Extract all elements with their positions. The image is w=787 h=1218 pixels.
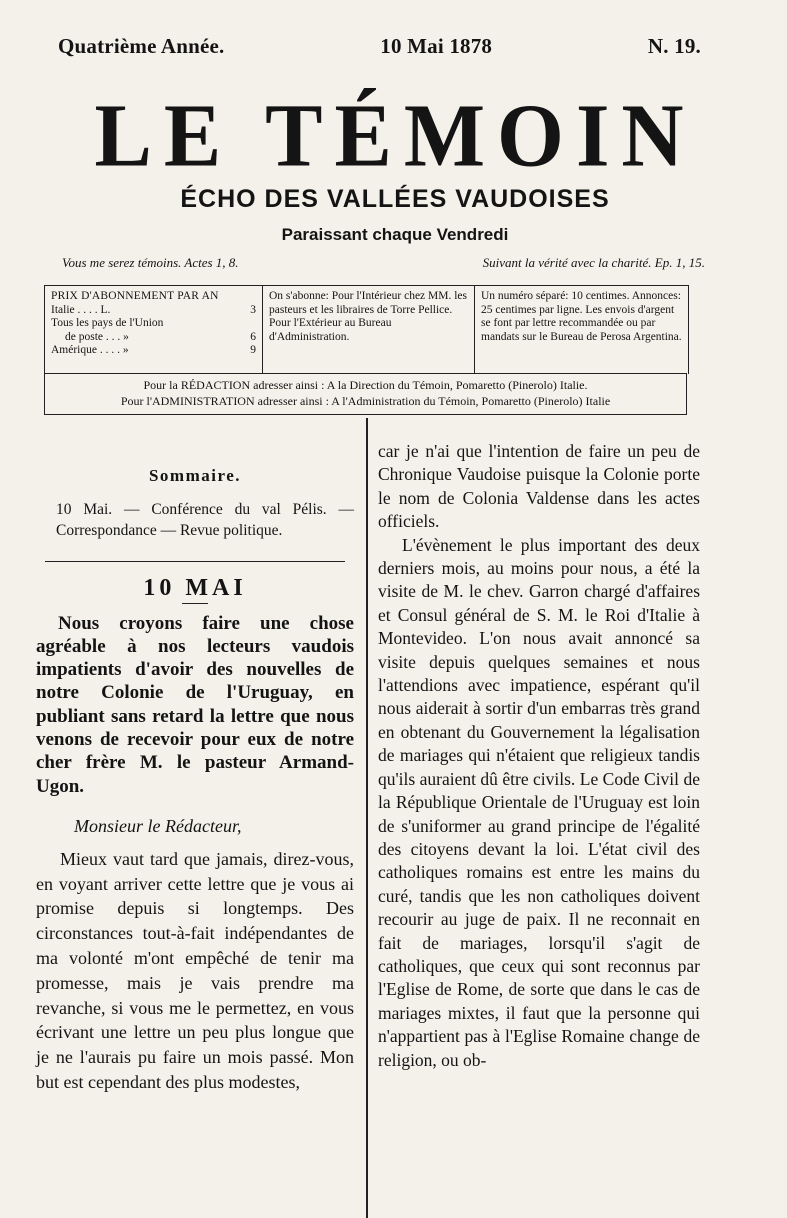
address-box xyxy=(44,373,687,415)
price-label: de poste . . . » xyxy=(65,330,129,343)
motto-left: Vous me serez témoins. Actes 1, 8. xyxy=(62,255,239,270)
section-divider xyxy=(45,561,345,562)
motto-right: Suivant la vérité avec la charité. Ep. 1, 15. xyxy=(482,255,705,270)
price-heading: PRIX D'ABONNEMENT PAR AN xyxy=(51,290,219,302)
price-row xyxy=(51,317,256,331)
price-value: 9 xyxy=(250,344,256,356)
mottos xyxy=(62,255,705,271)
year-label: Quatrième Année. xyxy=(58,34,225,58)
newspaper-title: LE TÉMOIN xyxy=(94,84,696,186)
periodicity: Paraissant chaque Vendredi xyxy=(281,225,509,244)
masthead-topline xyxy=(58,34,701,59)
price-label: Amérique . . . . » xyxy=(51,344,129,356)
section-title: 10 MAI xyxy=(143,574,247,601)
column-divider xyxy=(366,418,368,1218)
subscribe-where: On s'abonne: Pour l'Intérieur chez MM. les pasteurs et les libraires de Torre Pellice. Pour l'Extérieur au Bureau d'Administration. xyxy=(263,286,475,374)
ads-info: Un numéro séparé: 10 centimes. Annonces: 25 centimes par ligne. Les envois d'argent se font par lettre recommandée ou par mandats sur le Bureau de Perosa Argentina. xyxy=(481,290,682,343)
letter-salutation: Monsieur le Rédacteur, xyxy=(74,815,242,836)
price-value: 3 xyxy=(250,303,256,316)
price-label: Italie . . . . L. xyxy=(51,303,111,316)
right-column xyxy=(378,440,700,1072)
newspaper-subtitle: ÉCHO DES VALLÉES VAUDOISES xyxy=(180,185,610,213)
price-label: Tous les pays de l'Union xyxy=(51,317,164,329)
price-row xyxy=(51,344,256,358)
price-value: 6 xyxy=(250,330,256,343)
price-row xyxy=(51,304,256,318)
letter-paragraph: car je n'ai que l'intention de faire un peu de Chronique Vaudoise puisque la Colonie porte le nom de Colonia Valdense dans les actes officiels. xyxy=(378,441,700,532)
issue-number: N. 19. xyxy=(647,34,701,58)
sommaire-text: 10 Mai. — Conférence du val Pélis. — Correspondance — Revue politique. xyxy=(56,500,354,539)
administration-address: Pour l'ADMINISTRATION adresser ainsi : A l'Administration du Témoin, Pomaretto (Pinerolo) Italie xyxy=(120,394,611,408)
intro-paragraph: Nous croyons faire une chose agréable à nos lecteurs vaudois impatients d'avoir des nouvelles de notre Colonie de l'Uruguay, en publiant sans retard la lettre que nous venons de recevoir pour eux de notre cher frère M. le pasteur Armand-Ugon. xyxy=(36,612,354,797)
redaction-address: Pour la RÉDACTION adresser ainsi : A la Direction du Témoin, Pomaretto (Pinerolo) Italie. xyxy=(143,378,588,392)
title-underline xyxy=(182,603,208,604)
subscription-box xyxy=(44,285,689,374)
issue-date: 10 Mai 1878 xyxy=(380,34,493,58)
sommaire-heading: Sommaire. xyxy=(148,466,242,485)
letter-paragraph: Mieux vaut tard que jamais, direz-vous, en voyant arriver cette lettre que je vous ai promise depuis si longtemps. Des circonstances tout-à-fait indépendantes de ma volonté m'ont empêché de tenir ma promesse, mais je vais prendre ma revanche, si vous me le permettez, en vous écrivant une lettre un peu plus longue que je ne l'aurais pu faire un mois passé. Mon but est cependant des plus modestes, xyxy=(36,848,354,1092)
letter-paragraph: L'évènement le plus important des deux derniers mois, au moins pour nous, a été la visite de M. le chev. Garron chargé d'affaires et Consul général de S. M. le Roi d'Italie à Montevideo. L'on nous avait annoncé sa visite depuis quelques semaines et nous l'attendions avec impatience, espérant qu'il nous aiderait à sortir d'un embarras très grand en obtenant du Gouvernement la légalisation de mariages qui n'étaient que religieux tandis qu'ils auraient dû être civils. Le Code Civil de la République Orientale de l'Uruguay est loin de s'uniformer au grand principe de l'égalité des citoyens devant la loi. L'état civil des catholiques romains est entre les mains du curé, tandis que les non catholiques doivent recourir au juge de paix. Il ne reconnait en fait de mariages, lorsqu'il s'agit de catholiques, que ceux qui sont reconnus par l'Eglise de Rome, de sorte que dans le cas de mariages mixtes, il faut que la personne qui n'appartient pas à l'Eglise Romaine change de religion, ou ob- xyxy=(378,534,700,1070)
price-column xyxy=(45,286,263,374)
price-row xyxy=(51,331,256,345)
left-column xyxy=(36,418,354,1095)
